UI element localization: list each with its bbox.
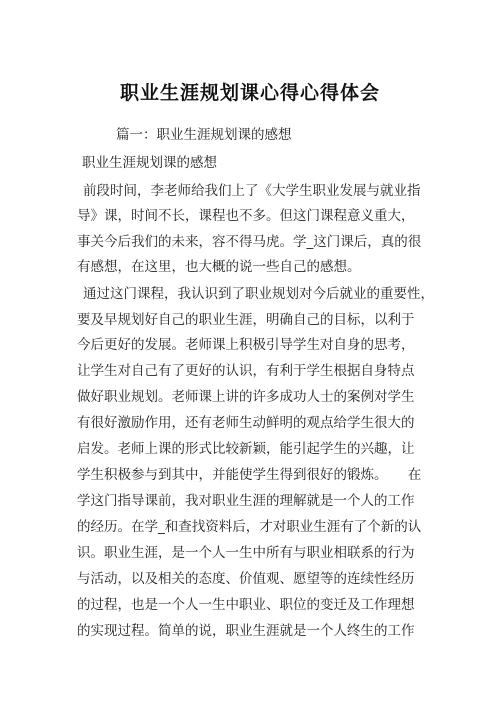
paragraph-line: 前段时间，李老师给我们上了《大学生职业发展与就业指 xyxy=(83,183,421,199)
paragraph-line: 让学生对自己有了更好的认识，有利于学生根据自身特点 xyxy=(77,363,415,379)
document-title: 职业生涯规划课心得心得体会 xyxy=(119,82,380,104)
paragraph-line: 与活动，以及相关的态度、价值观、愿望等的连续性经历 xyxy=(77,571,415,587)
paragraph-line: 导》课，时间不长，课程也不多。但这门课程意义重大， xyxy=(77,208,415,224)
paragraph-line: 通过这门课程，我认识到了职业规划对今后就业的重要性， xyxy=(83,286,434,302)
subtitle: 篇一：职业生涯规划课的感想 xyxy=(116,127,292,143)
paragraph-line: 学这门指导课前，我对职业生涯的理解就是一个人的工作 xyxy=(77,493,415,509)
paragraph-line: 做好职业规划。老师课上讲的许多成功人士的案例对学生 xyxy=(77,389,415,405)
section-heading: 职业生涯规划课的感想 xyxy=(82,155,217,171)
paragraph-line: 识。职业生涯，是一个人一生中所有与职业相联系的行为 xyxy=(77,545,415,561)
paragraph-line: 启发。老师上课的形式比较新颖，能引起学生的兴趣，让 xyxy=(77,441,415,457)
paragraph-line: 有很好激励作用，还有老师生动鲜明的观点给学生很大的 xyxy=(77,415,415,431)
paragraph-line: 学生积极参与到其中，并能使学生得到很好的锻炼。 在 xyxy=(77,467,422,483)
paragraph-line: 事关今后我们的未来，容不得马虎。学_这门课后，真的很 xyxy=(77,234,422,250)
paragraph-line: 有感想，在这里，也大概的说一些自己的感想。 xyxy=(77,259,361,275)
paragraph-line: 的实现过程。简单的说，职业生涯就是一个人终生的工作 xyxy=(77,623,415,639)
paragraph-line: 的过程，也是一个人一生中职业、职位的变迁及工作理想 xyxy=(77,597,415,613)
paragraph-line: 要及早规划好自己的职业生涯，明确自己的目标，以利于 xyxy=(77,312,415,328)
paragraph-line: 的经历。在学_和查找资料后，才对职业生涯有了个新的认 xyxy=(77,519,422,535)
paragraph-line: 今后更好的发展。老师课上积极引导学生对自身的思考， xyxy=(77,337,415,353)
